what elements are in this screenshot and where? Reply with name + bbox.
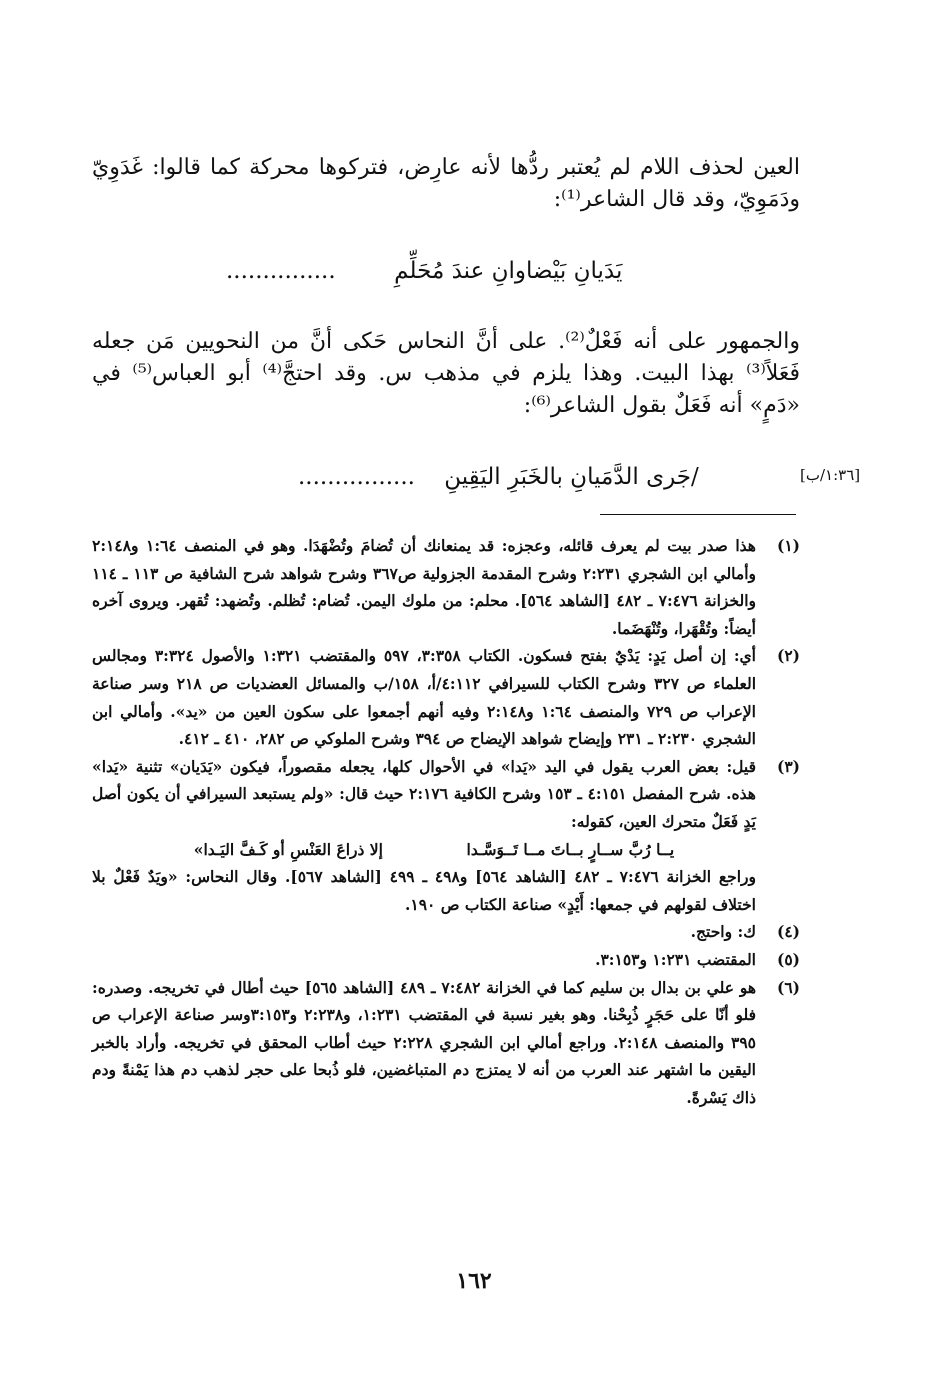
footnote-3 <box>92 753 800 919</box>
footnote-verse-first-hemistich: يــا رُبَّ ســارٍ بــاتَ مــا تَــوَسَّـدا <box>466 839 675 859</box>
verse-2-ellipsis: ................ <box>298 464 415 490</box>
footnote-number: (٤) <box>776 922 800 942</box>
page-number: ١٦٢ <box>456 1268 492 1294</box>
footnote-number: (٦) <box>776 977 800 997</box>
footnote-number: (٣) <box>776 756 800 776</box>
footnote-6 <box>92 974 800 1112</box>
footnote-verse <box>92 836 756 864</box>
verse-1-ellipsis: ............... <box>226 258 336 284</box>
footnote-text: المقتضب ١:٢٣١ و٣:١٥٣. <box>595 949 756 969</box>
footnote-number: (٢) <box>776 646 800 666</box>
footnote-text-continued: وراجع الخزانة ٧:٤٧٦ ـ ٤٨٢ [الشاهد ٥٦٤] و٤٩٨ ـ ٤٩٩ [الشاهد ٥٦٧]. وقال النحاس: «ويَدٌ فَعْلٌ بلا اختلاف لقولهم في جمعها: أَيْدٍ» صناعة الكتاب ص ١٩٠. <box>92 867 756 914</box>
footnotes <box>92 532 800 1111</box>
verse-2 <box>298 464 699 490</box>
footnote-text: ك: واحتج. <box>690 922 756 942</box>
main-paragraph-1: العين لحذف اللام لم يُعتبر ردُّها لأنه عارِض، فتركوها محركة كما قالوا: غَدَوِيّ ودَمَوِيّ، وقد قال الشاعر⁽¹⁾: <box>92 155 800 212</box>
manuscript-folio-reference: [١:٣٦/ب] <box>800 466 861 484</box>
footnote-divider <box>600 514 796 515</box>
footnote-1 <box>92 532 800 642</box>
verse-1-text: يَدَيانِ بَيْضاوانِ عندَ مُحَلِّمِ <box>394 258 623 284</box>
footnote-5 <box>92 946 800 974</box>
footnote-number: (٥) <box>776 949 800 969</box>
verse-1 <box>226 258 622 284</box>
verse-2-text: /جَرى الدَّمَيانِ بالخَبَرِ اليَقِينِ <box>444 464 699 490</box>
footnote-text: قيل: بعض العرب يقول في اليد «يَدا» في الأحوال كلها، يجعله مقصوراً، فيكون «يَدَيان» تثنية «يَدا» هذه. شرح المفصل ٤:١٥١ ـ ١٥٣ وشرح الكافية ٢:١٧٦ حيث قال: «ولم يستبعد السيرافي أن يكون أصل يَدٍ فَعَلٌ متحرك العين، كقوله: <box>92 756 756 831</box>
footnote-text: هو علي بن بدال بن سليم كما في الخزانة ٧:٤٨٢ ـ ٤٨٩ [الشاهد ٥٦٥] حيث أطال في تخريجه. وصدره: فلو أنّا على حَجَرٍ ذُبِحْنا. وهو بغير نسبة في المقتضب ١:٢٣١، و٢:٢٣٨ و٣:١٥٣وسر صناعة الإعراب ص ٣٩٥ والمنصف ٢:١٤٨. وراجع أمالي ابن الشجري ٢:٢٢٨ حيث أطاب المحقق في تخريجه. وأراد بالخبر اليقين ما اشتهر عند العرب من أنه لا يمتزج دم المتباغضين، فلو ذُبحا على حجر لذهب دم هذا يَمْنةً ودم ذاك يَسْرةً. <box>92 977 757 1107</box>
footnote-text: أي: إن أصل يَدٍ: يَدْيٌ بفتح فسكون. الكتاب ٣:٣٥٨، ٥٩٧ والمقتضب ١:٣٢١ والأصول ٣:٣٢٤ ومجالس العلماء ص ٣٢٧ وشرح الكتاب للسيرافي ٤:١١٢/أ، ١٥٨/ب والمسائل العضديات ص ٢١٨ وسر صناعة الإعراب ص ٧٢٩ والمنصف ١:٦٤ و٢:١٤٨ وفيه أنهم أجمعوا على سكون العين من «يد». وأمالي ابن الشجري ٢:٢٣٠ ـ ٢٣١ وإيضاح شواهد الإيضاح ص ٣٩٤ وشرح الملوكي ص ٢٨٢، ٤١٠ ـ ٤١٢. <box>92 646 757 749</box>
main-paragraph-2: والجمهور على أنه فَعْلٌ⁽²⁾. على أنَّ النحاس حَكى أنَّ من النحويين مَن جعله فَعَلاً⁽³⁾ بهذا البيت. وهذا يلزم في مذهب س. وقد احتجَّ⁽⁴⁾ أبو العباس⁽⁵⁾ في «دَمٍ» أنه فَعَلٌ بقول الشاعر⁽⁶⁾: <box>92 329 801 418</box>
footnote-text: هذا صدر بيت لم يعرف قائله، وعجزه: قد يمنعانك أن تُضامَ وتُضْهَدَا. وهو في المنصف ١:٦٤ و٢:١٤٨ وأمالي ابن الشجري ٢:٢٣١ وشرح المقدمة الجزولية ص٣٦٧ وشرح شواهد شرح الشافية ص ١١٣ ـ ١١٤ والخزانة ٧:٤٧٦ ـ ٤٨٢ [الشاهد ٥٦٤]. محلم: من ملوك اليمن. تُضام: تُظلم. وتُضهد: تُقهر. ويروى آخره أيضاً: وتُقْهَرا، وتُنْهَضَما. <box>92 536 757 638</box>
footnote-body <box>92 753 756 919</box>
footnote-4 <box>92 918 800 946</box>
footnote-verse-second-hemistich: إلا ذراعَ العَنْسِ أو كَـفَّ اليَـدا» <box>193 839 383 859</box>
footnote-number: (١) <box>776 536 800 555</box>
footnote-2 <box>92 642 800 752</box>
